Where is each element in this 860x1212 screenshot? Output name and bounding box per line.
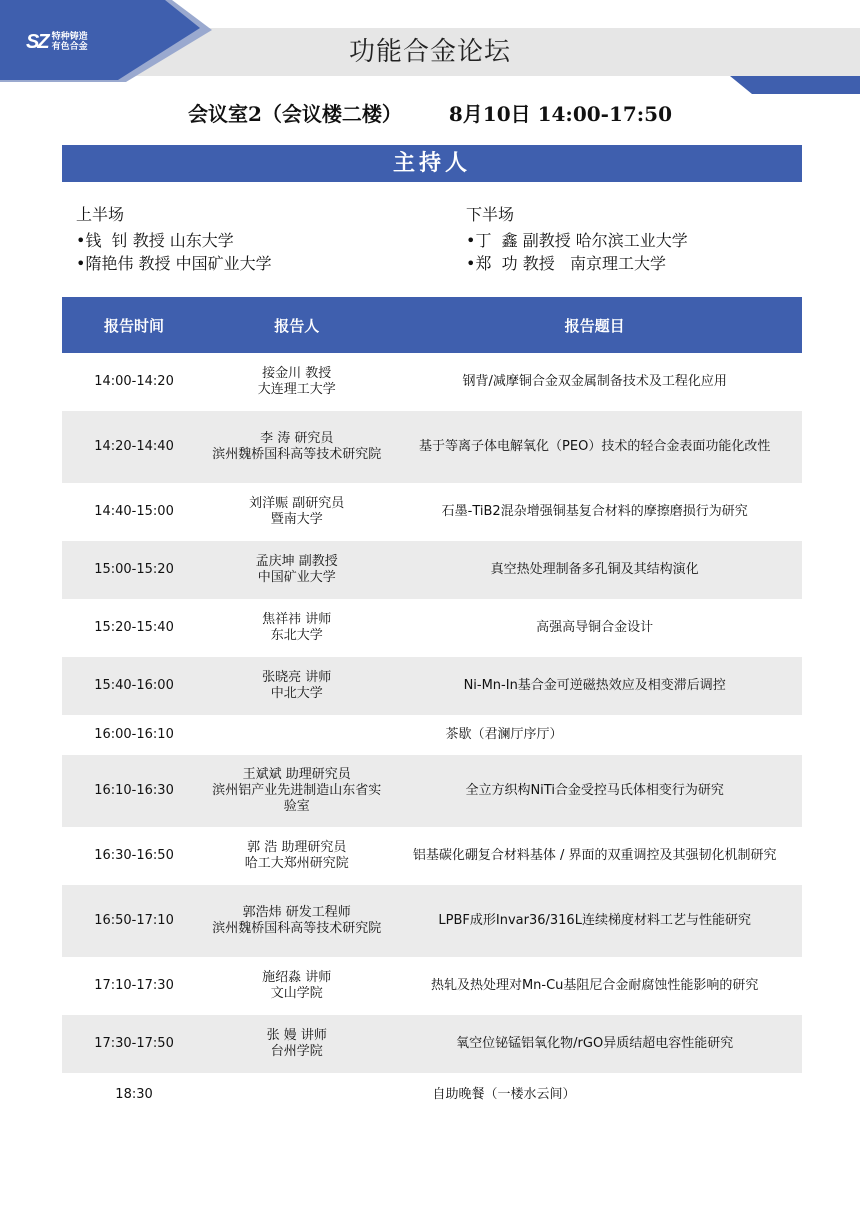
row-speaker [206,411,387,483]
table-row [62,957,802,1015]
table-row [62,541,802,599]
row-topic: 高强高导铜合金设计 [387,599,802,657]
row-topic: 基于等离子体电解氧化（PEO）技术的轻合金表面功能化改性 [387,411,802,483]
speaker-affiliation: 大连理工大学 [257,382,336,397]
row-time: 17:30-17:50 [62,1015,206,1073]
page-title: 功能合金论坛 [348,37,511,67]
session-room: 会议室2（会议楼二楼） [188,102,402,126]
table-row [62,885,802,957]
row-speaker [206,657,387,715]
row-time: 15:40-16:00 [62,657,206,715]
row-time: 16:50-17:10 [62,885,206,957]
row-topic: 石墨-TiB2混杂增强铜基复合材料的摩擦磨损行为研究 [387,483,802,541]
speaker-name: 郭浩炜 研发工程师 [242,905,351,920]
row-speaker [206,827,387,885]
row-topic: LPBF成形Invar36/316L连续梯度材料工艺与性能研究 [387,885,802,957]
row-time: 16:00-16:10 [62,715,206,755]
speaker-affiliation: 文山学院 [270,986,323,1001]
speaker-name: 王斌斌 助理研究员 [242,767,351,782]
logo-line-1: 特种铸造 [51,32,88,42]
speaker-name: 接金川 教授 [262,366,332,381]
row-topic: 氧空位铋锰铝氧化物/rGO异质结超电容性能研究 [387,1015,802,1073]
row-topic: 热轧及热处理对Mn-Cu基阻尼合金耐腐蚀性能影响的研究 [387,957,802,1015]
logo-mark: SZ [26,30,48,53]
schedule-body [62,353,802,1117]
session-datetime: 8月10日 14:00-17:50 [448,102,672,126]
host-person: •隋艳伟 教授 中国矿业大学 [76,254,272,273]
row-topic: 钢背/减摩铜合金双金属制备技术及工程化应用 [387,353,802,411]
speaker-affiliation: 暨南大学 [270,512,323,527]
speaker-affiliation: 台州学院 [270,1044,323,1059]
table-row [62,827,802,885]
logo-line-2: 有色合金 [51,42,88,52]
header-speaker: 报告人 [206,297,387,353]
row-topic: Ni-Mn-In基合金可逆磁热效应及相变滞后调控 [387,657,802,715]
row-speaker [206,599,387,657]
row-topic: 铝基碳化硼复合材料基体 / 界面的双重调控及其强韧化机制研究 [387,827,802,885]
row-speaker [206,541,387,599]
row-speaker [206,353,387,411]
row-time: 14:00-14:20 [62,353,206,411]
schedule-header-row [62,297,802,353]
speaker-affiliation: 滨州魏桥国科高等技术研究院 [212,921,382,936]
break-row [62,715,802,755]
hosts-first-half [76,202,272,275]
speaker-name: 施绍淼 讲师 [262,970,332,985]
speaker-affiliation: 滨州魏桥国科高等技术研究院 [212,447,382,462]
speaker-affiliation: 东北大学 [270,628,323,643]
row-time: 14:40-15:00 [62,483,206,541]
row-break-text: 自助晚餐（一楼水云间） [206,1073,802,1117]
host-person: •钱 钊 教授 山东大学 [76,231,234,250]
table-row [62,1015,802,1073]
row-speaker [206,1015,387,1073]
speaker-name: 郭 浩 助理研究员 [247,840,347,855]
row-time: 16:10-16:30 [62,755,206,827]
hosts-second-half-label: 下半场 [466,205,515,224]
row-time: 17:10-17:30 [62,957,206,1015]
row-time: 18:30 [62,1073,206,1117]
speaker-name: 张晓亮 讲师 [262,670,332,685]
row-speaker [206,957,387,1015]
speaker-name: 刘洋赈 副研究员 [249,496,345,511]
row-speaker [206,755,387,827]
host-section-title: 主持人 [62,145,802,182]
row-topic: 全立方织构NiTi合金受控马氏体相变行为研究 [387,755,802,827]
table-row [62,599,802,657]
table-row [62,353,802,411]
speaker-name: 张 嫚 讲师 [266,1028,327,1043]
row-speaker [206,483,387,541]
header-right-shape [730,76,860,94]
table-row [62,411,802,483]
session-info [0,98,860,127]
header-time: 报告时间 [62,297,206,353]
row-time: 16:30-16:50 [62,827,206,885]
row-time: 15:20-15:40 [62,599,206,657]
hosts-first-half-label: 上半场 [76,205,125,224]
table-row [62,657,802,715]
host-person: •丁 鑫 副教授 哈尔滨工业大学 [466,231,688,250]
row-topic: 真空热处理制备多孔铜及其结构演化 [387,541,802,599]
speaker-name: 焦祥祎 讲师 [262,612,332,627]
speaker-name: 孟庆坤 副教授 [255,554,338,569]
hosts-second-half [466,202,688,275]
header-topic: 报告题目 [387,297,802,353]
break-row [62,1073,802,1117]
table-row [62,755,802,827]
row-speaker [206,885,387,957]
speaker-affiliation: 中国矿业大学 [257,570,336,585]
speaker-affiliation: 中北大学 [270,686,323,701]
row-time: 15:00-15:20 [62,541,206,599]
speaker-name: 李 涛 研究员 [260,431,334,446]
host-person: •郑 功 教授 南京理工大学 [466,254,666,273]
speaker-affiliation: 滨州铝产业先进制造山东省实验室 [212,783,382,814]
table-row [62,483,802,541]
speaker-affiliation: 哈工大郑州研究院 [244,856,349,871]
row-break-text: 茶歇（君澜厅序厅） [206,715,802,755]
schedule-table [62,297,802,1117]
row-time: 14:20-14:40 [62,411,206,483]
